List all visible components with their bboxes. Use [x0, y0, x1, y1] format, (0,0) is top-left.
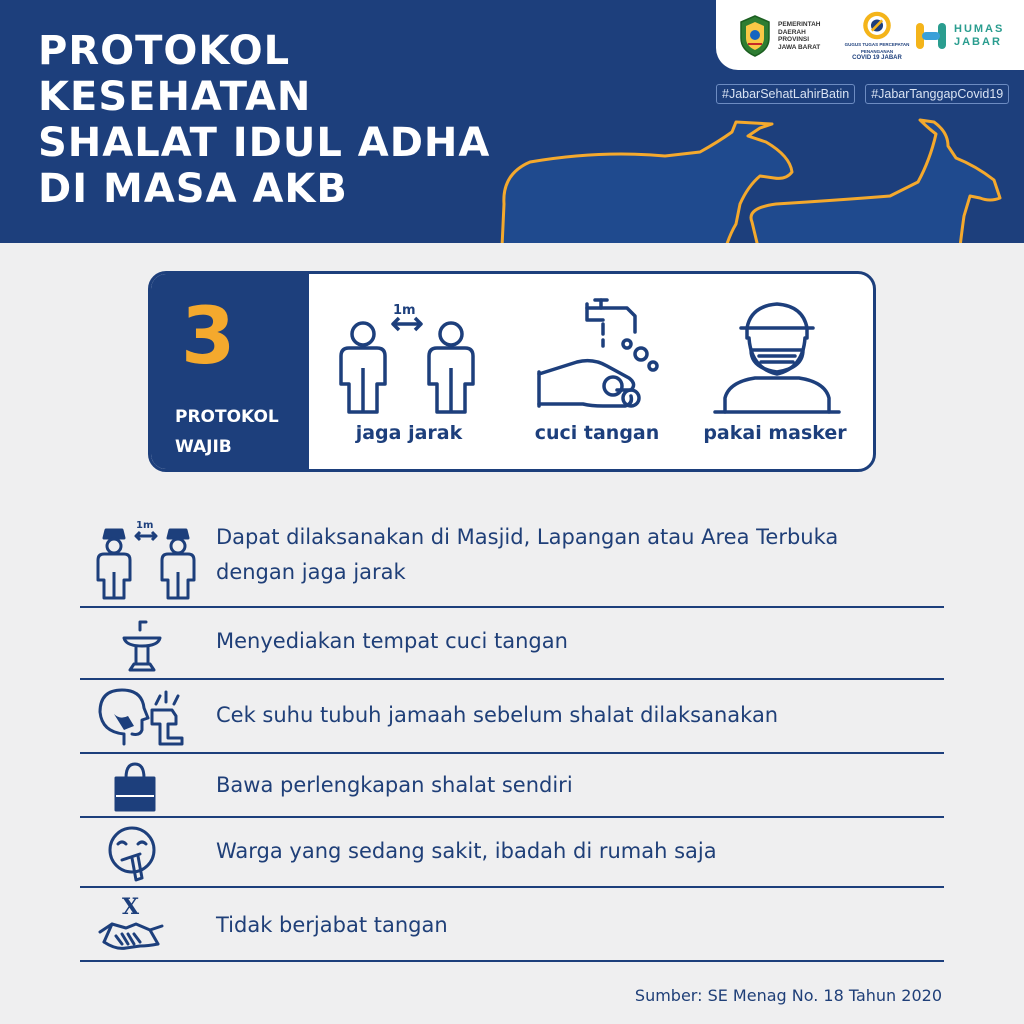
list-item	[80, 888, 944, 962]
pemprov-crest-icon	[738, 14, 772, 58]
title-line: SHALAT IDUL ADHA	[38, 120, 491, 166]
source-note: Sumber: SE Menag No. 18 Tahun 2020	[634, 986, 942, 1005]
cow-goat-silhouette-icon	[490, 112, 1024, 243]
pemprov-text: PROVINSI	[778, 36, 810, 43]
list-item	[80, 818, 944, 888]
rule-text	[216, 908, 448, 943]
distance-people-icon	[92, 516, 202, 602]
protocol-item-mask	[695, 294, 855, 454]
humas-text: HUMAS	[954, 23, 1005, 35]
protocol-label-panel	[151, 274, 309, 469]
title-line: DI MASA AKB	[38, 166, 348, 212]
pemprov-text: JAWA BARAT	[778, 43, 821, 51]
protocol-label-line: WAJIB	[175, 437, 232, 457]
hand-wash-icon	[517, 294, 677, 424]
covid-subtext: GUGUS TUGAS PERCEPATAN PENANGANAN	[844, 42, 910, 54]
protocol-caption: jaga jarak	[355, 422, 463, 444]
rule-text-line: Bawa perlengkapan shalat sendiri	[216, 773, 573, 797]
rule-text-line: Cek suhu tubuh jamaah sebelum shalat dilaksanakan	[216, 703, 779, 727]
rule-text-line: dengan jaga jarak	[216, 560, 406, 584]
mask-person-icon	[695, 294, 855, 424]
logo-pemprov	[738, 10, 821, 62]
rule-text-line: Menyediakan tempat cuci tangan	[216, 629, 568, 653]
pemprov-text: DAERAH	[778, 28, 806, 36]
list-item	[80, 754, 944, 818]
hashtag: #JabarSehatLahirBatin	[716, 84, 855, 104]
header-banner	[0, 0, 1024, 243]
forbidden-mark: X	[122, 894, 140, 920]
distance-people-icon	[329, 294, 489, 424]
humas-h-icon	[914, 19, 948, 53]
protocol-label	[175, 402, 279, 462]
protocol-box	[148, 271, 876, 472]
hashtag: #JabarTanggapCovid19	[865, 84, 1009, 104]
covid-virus-icon	[859, 10, 895, 41]
protocol-caption: cuci tangan	[534, 422, 660, 444]
list-item	[80, 680, 944, 754]
logo-panel	[716, 0, 1024, 70]
rule-text-line: Tidak berjabat tangan	[216, 913, 448, 937]
humas-text: JABAR	[954, 36, 1002, 48]
logo-covid	[842, 10, 912, 62]
page-title	[38, 28, 490, 212]
rule-text	[216, 768, 573, 803]
protocol-item-handwash	[517, 294, 677, 454]
distance-label: 1m	[393, 303, 416, 318]
hand-wash-station-icon	[112, 616, 172, 674]
list-item	[80, 512, 944, 608]
rule-text-line: Warga yang sedang sakit, ibadah di rumah saja	[216, 839, 717, 863]
rule-text-line: Dapat dilaksanakan di Masjid, Lapangan atau Area Terbuka	[216, 525, 839, 549]
rule-text	[216, 624, 568, 659]
protocol-number: 3	[181, 292, 236, 382]
thermometer-check-icon	[94, 686, 194, 748]
title-line: KESEHATAN	[38, 74, 312, 120]
no-handshake-icon	[96, 892, 166, 958]
distance-label: 1m	[136, 520, 154, 531]
logo-humas	[914, 10, 1004, 62]
list-item	[80, 608, 944, 680]
pemprov-text: PEMERINTAH	[778, 21, 821, 28]
rule-text	[216, 698, 778, 733]
rule-text	[216, 834, 717, 869]
protocol-item-distance	[329, 294, 489, 454]
title-line: PROTOKOL	[38, 28, 291, 74]
prayer-bag-icon	[110, 760, 160, 814]
hashtag-row	[716, 84, 1009, 104]
protocol-label-line: PROTOKOL	[175, 407, 279, 427]
sick-face-icon	[106, 824, 162, 884]
protocol-caption: pakai masker	[703, 422, 847, 444]
rule-text	[216, 520, 838, 590]
covid-text: COVID 19 JABAR	[852, 55, 902, 61]
